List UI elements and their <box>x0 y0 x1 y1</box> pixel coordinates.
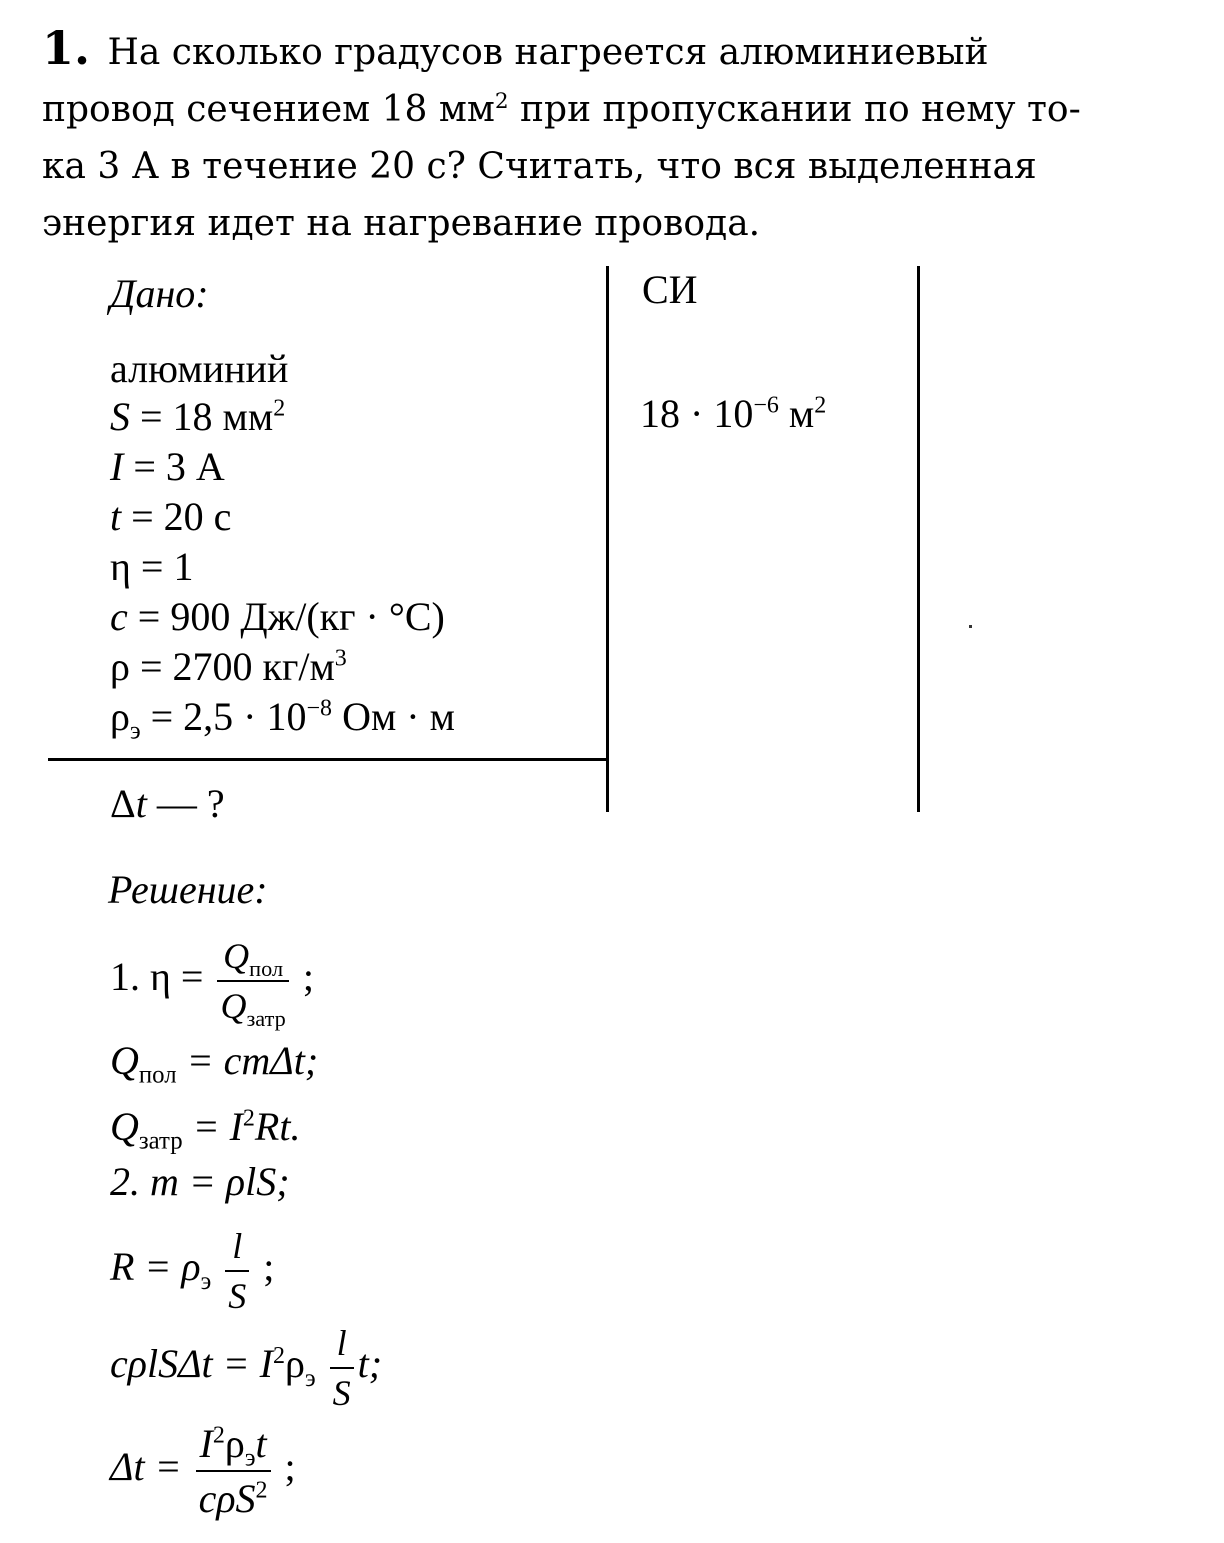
R-denominator <box>225 1272 249 1317</box>
solution-heading: Решение: <box>108 867 268 912</box>
given-heading: Дано: <box>110 271 209 316</box>
problem-line-2-sup: 2 <box>494 89 509 114</box>
si-value <box>640 390 826 437</box>
find-question: — ? <box>146 781 225 826</box>
qpol-lhs: Q <box>110 1038 139 1083</box>
problem-statement <box>42 20 1192 252</box>
eq-numerator <box>330 1322 354 1369</box>
problem-line-3: ка 3 А в течение 20 с? Считать, что вся выделенная <box>42 146 1037 187</box>
si-exponent: −6 <box>753 392 779 419</box>
si-right-divider <box>917 266 920 812</box>
eq-l: l <box>336 1323 347 1363</box>
R-semicolon: ; <box>263 1244 275 1290</box>
dt-semicolon: ; <box>284 1444 296 1490</box>
given-rho-value: = 2700 кг/м <box>129 644 335 689</box>
solution-qzatr <box>110 1103 301 1155</box>
given-I-sym: I <box>110 444 124 489</box>
dt-lhs: Δt = <box>110 1444 182 1490</box>
given-S-value: = 18 мм <box>130 394 274 439</box>
given-si-divider <box>606 266 609 812</box>
q-pol-sub: пол <box>249 955 284 981</box>
q-pol-sym: Q <box>223 936 250 976</box>
si-unit-sup: 2 <box>814 392 827 419</box>
given-t-sym: t <box>110 494 122 539</box>
dt-fraction <box>196 1420 271 1522</box>
eq-t: t; <box>357 1341 383 1387</box>
dt-den-sup: 2 <box>255 1477 268 1504</box>
given-t-value: = 20 с <box>121 494 232 539</box>
solution-step-2 <box>110 1158 290 1205</box>
given-c-value: = 900 Дж/(кг · °С) <box>127 594 445 639</box>
R-l: l <box>232 1226 243 1266</box>
R-lhs: R = ρ <box>110 1244 201 1290</box>
given-rho-e-unit: Ом · м <box>332 694 455 739</box>
dt-num-e-sub: э <box>244 1444 256 1472</box>
problem-line-2a: провод сечением 18 мм <box>42 89 495 130</box>
step1-prefix: 1. η = <box>110 954 204 1000</box>
eq-fraction <box>330 1322 354 1414</box>
given-c <box>110 593 445 640</box>
eq-denominator <box>330 1369 354 1414</box>
qzatr-lhs-sub: затр <box>138 1127 183 1155</box>
find-delta: Δ <box>110 781 136 826</box>
given-S <box>110 393 285 440</box>
qzatr-lhs: Q <box>110 1104 139 1149</box>
dt-num-I: I <box>199 1421 213 1466</box>
given-rho-e-value: = 2,5 · 10 <box>140 694 307 739</box>
q-zatr-sub: затр <box>246 1005 286 1031</box>
solution-equation <box>110 1322 382 1414</box>
qzatr-tail: Rt. <box>254 1104 301 1149</box>
dt-num-rho: ρ <box>224 1421 245 1466</box>
si-number: 18 · 10 <box>640 391 754 436</box>
given-rho-e-sym: ρ <box>110 694 130 739</box>
given-eta-sym: η <box>110 544 131 589</box>
given-eta <box>110 543 193 590</box>
efficiency-numerator <box>217 935 288 982</box>
given-rho-e <box>110 693 455 745</box>
given-eta-value: = 1 <box>130 544 194 589</box>
find-sym: t <box>135 781 147 826</box>
eq-lhs: cρlSΔt = I <box>110 1341 273 1387</box>
efficiency-denominator <box>217 982 288 1031</box>
problem-number: 1. <box>42 21 91 75</box>
solution-qpol <box>110 1037 319 1089</box>
dt-den: cρS <box>198 1476 256 1521</box>
problem-line-4: энергия идет на нагревание провода. <box>42 203 761 244</box>
given-find-divider <box>48 758 609 761</box>
problem-line-1: На сколько градусов нагреется алюминиевый <box>107 32 989 73</box>
given-rho <box>110 643 347 690</box>
qzatr-sup: 2 <box>242 1105 255 1132</box>
dt-denominator <box>196 1472 271 1522</box>
given-I <box>110 443 225 490</box>
qpol-lhs-sub: пол <box>138 1061 177 1089</box>
given-S-sym: S <box>110 394 130 439</box>
R-numerator <box>225 1225 249 1272</box>
si-unit: м <box>778 391 815 436</box>
q-zatr-sym: Q <box>220 986 247 1026</box>
speck <box>969 625 972 628</box>
qzatr-rhs: = I <box>182 1104 243 1149</box>
given-rho-sym: ρ <box>110 644 130 689</box>
given-rho-sup: 3 <box>334 645 347 672</box>
step1-semicolon: ; <box>302 954 314 1000</box>
solution-R <box>110 1225 274 1317</box>
eq-S: S <box>332 1373 351 1413</box>
solution-dt <box>110 1420 296 1522</box>
eq-e-sub: э <box>304 1364 316 1392</box>
R-S: S <box>228 1276 247 1316</box>
dt-numerator <box>196 1420 271 1472</box>
eq-sup: 2 <box>272 1342 285 1369</box>
solution-step-1 <box>110 935 314 1031</box>
given-material: алюминий <box>110 346 289 391</box>
given-t <box>110 493 231 540</box>
given-S-sup: 2 <box>273 395 286 422</box>
R-fraction <box>225 1225 249 1317</box>
qpol-rhs: = cmΔt; <box>176 1038 319 1083</box>
given-c-sym: c <box>110 594 128 639</box>
si-heading: СИ <box>642 267 698 312</box>
given-rho-e-sub: э <box>129 717 141 745</box>
R-e-sub: э <box>200 1267 212 1295</box>
eq-rho: ρ <box>284 1341 305 1387</box>
given-rho-e-sup: −8 <box>306 695 333 722</box>
efficiency-fraction <box>217 935 288 1031</box>
dt-num-sup: 2 <box>212 1422 225 1449</box>
given-I-value: = 3 А <box>123 444 225 489</box>
problem-line-2b: при пропускании по нему то- <box>508 89 1081 130</box>
dt-num-t: t <box>255 1421 267 1466</box>
step2-text: 2. m = ρlS; <box>110 1159 290 1204</box>
find-row <box>110 780 225 827</box>
